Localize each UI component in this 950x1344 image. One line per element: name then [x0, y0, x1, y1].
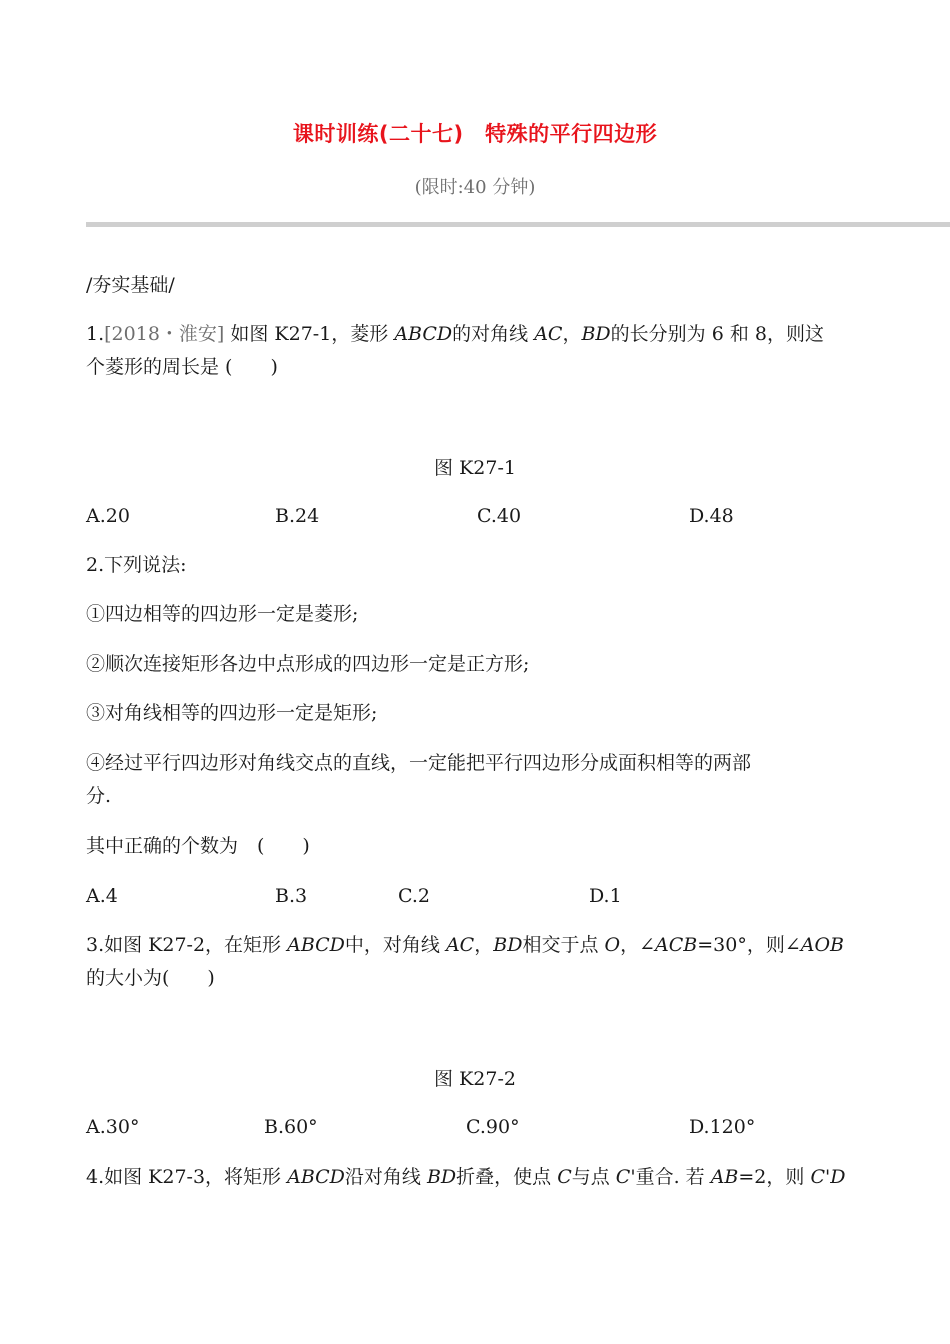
question-1-line-1	[86, 317, 866, 351]
q3-option-c: C.90°	[466, 1116, 520, 1138]
question-2-stem: 2.下列说法:	[86, 554, 187, 576]
q4-text: 4.如图 K27-3，将矩形	[86, 1166, 288, 1188]
q4-text: 重合. 若	[635, 1166, 711, 1188]
q1-option-c: C.40	[477, 505, 522, 527]
q3-var: ACB	[654, 934, 698, 956]
q3-text: 3.如图 K27-2，在矩形	[86, 934, 288, 956]
q4-text: =2，则	[738, 1166, 811, 1188]
q4-var: AB	[710, 1166, 739, 1188]
q3-var: O	[604, 934, 621, 956]
q1-option-d: D.48	[689, 505, 734, 527]
q1-option-b: B.24	[275, 505, 320, 527]
q2-statement-1: ①四边相等的四边形一定是菱形;	[86, 603, 359, 625]
q1-var: BD	[581, 323, 611, 345]
q3-option-b: B.60°	[264, 1116, 318, 1138]
q3-var: ABCD	[287, 934, 345, 956]
page-title: 课时训练(二十七) 特殊的平行四边形	[292, 122, 658, 146]
header-divider	[86, 222, 950, 227]
q2-option-c: C.2	[398, 885, 430, 907]
q1-text: 的对角线	[452, 323, 535, 345]
q3-text: 中，对角线	[344, 934, 446, 956]
q1-source: [2018・淮安]	[104, 323, 225, 345]
q1-text: 如图 K27-1，菱形	[224, 323, 395, 345]
q2-question: 其中正确的个数为 ( )	[86, 835, 310, 857]
q3-var: AC	[445, 934, 475, 956]
q2-option-b: B.3	[275, 885, 308, 907]
question-3-line-1	[86, 928, 866, 962]
q1-option-a: A.20	[86, 505, 130, 527]
q4-var: C	[557, 1166, 572, 1188]
q1-var: ABCD	[394, 323, 453, 345]
q2-option-d: D.1	[589, 885, 622, 907]
q3-option-d: D.120°	[689, 1116, 756, 1138]
question-1-line-2: 个菱形的周长是 ( )	[86, 356, 278, 378]
q4-text: 沿对角线	[344, 1166, 427, 1188]
q3-var: BD	[493, 934, 523, 956]
q3-text: =30°，则∠	[697, 934, 801, 956]
q3-text: ，∠	[620, 934, 655, 956]
q1-number: 1.	[86, 323, 105, 345]
q2-statement-3: ③对角线相等的四边形一定是矩形;	[86, 702, 378, 724]
section-label: /夯实基础/	[86, 274, 175, 296]
q3-text: ，	[474, 934, 494, 956]
q3-var: AOB	[800, 934, 845, 956]
figure-caption-k27-1: 图 K27-1	[434, 457, 516, 479]
q1-text: 的长分别为 6 和 8，则这	[610, 323, 824, 345]
question-3-line-2: 的大小为( )	[86, 967, 215, 989]
q3-text: 相交于点	[522, 934, 605, 956]
time-limit: (限时:40 分钟)	[414, 177, 536, 198]
q4-text: 折叠，使点	[456, 1166, 558, 1188]
q4-var: BD	[426, 1166, 457, 1188]
q4-var: C'	[615, 1166, 636, 1188]
q1-var: AC	[534, 323, 563, 345]
q2-option-a: A.4	[86, 885, 118, 907]
figure-caption-k27-2: 图 K27-2	[434, 1068, 516, 1090]
q4-text: 与点	[571, 1166, 616, 1188]
q2-statement-4-cont: 分.	[86, 785, 112, 807]
q4-var: C'D	[810, 1166, 846, 1188]
q3-option-a: A.30°	[86, 1116, 140, 1138]
q2-statement-2: ②顺次连接矩形各边中点形成的四边形一定是正方形;	[86, 653, 530, 675]
question-4-line-1	[86, 1160, 866, 1194]
q4-var: ABCD	[287, 1166, 345, 1188]
q2-statement-4: ④经过平行四边形对角线交点的直线，一定能把平行四边形分成面积相等的两部	[86, 752, 752, 774]
q1-text: ，	[562, 323, 582, 345]
